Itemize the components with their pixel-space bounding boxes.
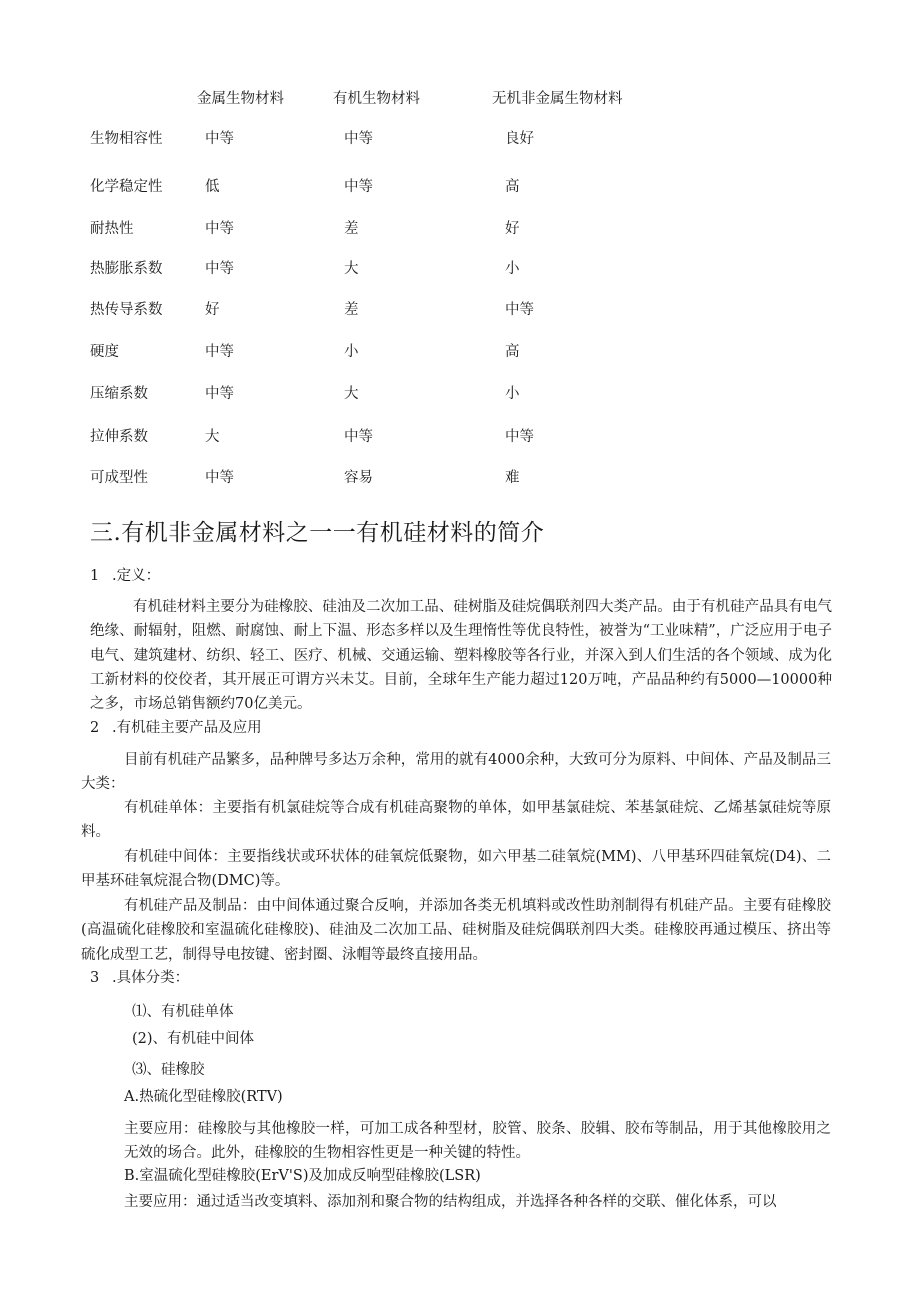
table-cell: 难	[505, 470, 520, 486]
item3-a-paragraph	[81, 1117, 831, 1166]
item2-paragraph-3: 有机硅中间体：主要指线状或环状体的硅氧烷低聚物，如六甲基二硅氧烷(MM)、八甲基环四硅氧烷(D4)、二甲基环硅氧烷混合物(DMC)等。	[81, 849, 831, 890]
table-cell: 差	[344, 302, 359, 318]
column-header-metal: 金属生物材料	[197, 91, 284, 107]
table-cell: 小	[505, 261, 520, 277]
item1-title: .定义：	[112, 568, 161, 584]
item3-b-title: B.室温硫化型硅橡胶(ErV'S)及加成反响型硅橡胶(LSR)	[124, 1168, 481, 1184]
item3-sub2: (2)、有机硅中间体	[132, 1031, 255, 1047]
item3-title: .具体分类：	[112, 970, 190, 986]
table-row-property: 硬度	[90, 344, 119, 360]
table-row-property: 可成型性	[90, 470, 148, 486]
item2-paragraph-4: 有机硅产品及制品：由中间体通过聚合反响，并添加各类无机填料或改性助剂制得有机硅产品。主要有硅橡胶(高温硫化硅橡胶和室温硫化硅橡胶)、硅油及二次加工品、硅树脂及硅烷偶联剂四大类。硅橡胶再通过模压、挤出等硫化成型工艺，制得导电按键、密封圈、泳帽等最终直接用品。	[81, 898, 831, 963]
table-row-property: 耐热性	[90, 221, 134, 237]
table-cell: 小	[344, 344, 359, 360]
table-cell: 高	[505, 344, 520, 360]
section-title: 三.有机非金属材料之一一有机硅材料的简介	[90, 520, 545, 546]
item2-paragraph-2: 有机硅单体：主要指有机氯硅烷等合成有机硅高聚物的单体，如甲基氯硅烷、苯基氯硅烷、乙烯基氯硅烷等原料。	[81, 800, 831, 841]
item2-paragraph-1: 目前有机硅产品繁多，品种牌号多达万余种，常用的就有4000余种，大致可分为原料、中间体、产品及制品三大类：	[81, 752, 831, 793]
table-cell: 大	[344, 386, 359, 402]
table-row-property: 热膨胀系数	[90, 261, 163, 277]
table-cell: 中等	[205, 386, 234, 402]
table-cell: 好	[205, 302, 220, 318]
item3-b-paragraph: 主要应用：通过适当改变填料、添加剂和聚合物的结构组成，并选择各种各样的交联、催化体系，可以	[124, 1194, 777, 1210]
item1-heading	[90, 566, 160, 586]
table-cell: 中等	[344, 131, 373, 147]
table-cell: 良好	[505, 131, 534, 147]
table-cell: 中等	[205, 131, 234, 147]
table-cell: 低	[205, 179, 220, 195]
table-cell: 中等	[205, 470, 234, 486]
table-cell: 差	[344, 221, 359, 237]
table-cell: 大	[344, 261, 359, 277]
table-cell: 小	[505, 386, 520, 402]
table-row-property: 拉伸系数	[90, 429, 148, 445]
item3-heading	[90, 968, 189, 988]
item3-a-title: A.热硫化型硅橡胶(RTV)	[124, 1089, 283, 1105]
table-row-property: 化学稳定性	[90, 179, 163, 195]
item3-sub3: ⑶、硅橡胶	[132, 1062, 205, 1078]
table-cell: 中等	[205, 261, 234, 277]
item2-heading	[90, 718, 262, 738]
item1-paragraph: 有机硅材料主要分为硅橡胶、硅油及二次加工品、硅树脂及硅烷偶联剂四大类产品。由于有机硅产品具有电气绝缘、耐辐射，阻燃、耐腐蚀、耐上下温、形态多样以及生理惰性等优良特性，被誉为“工业味精”，广泛应用于电子电气、建筑建材、纺织、轻工、医疗、机械、交通运输、塑料橡胶等各行业，并深入到人们生活的各个领域、成为化工新材料的佼佼者，其开展正可谓方兴未艾。目前，全球年生产能力超过120万吨，产品品种约有5000—10000种之多，市场总销售额约70亿美元。	[90, 599, 832, 713]
item2-title: .有机硅主要产品及应用	[112, 720, 262, 736]
table-cell: 中等	[205, 344, 234, 360]
table-cell: 中等	[344, 179, 373, 195]
table-row-property: 生物相容性	[90, 131, 163, 147]
item2-number: 2	[90, 720, 100, 736]
table-cell: 高	[505, 179, 520, 195]
table-cell: 中等	[344, 429, 373, 445]
table-cell: 容易	[344, 470, 373, 486]
table-cell: 中等	[205, 221, 234, 237]
table-row-property: 压缩系数	[90, 386, 148, 402]
table-cell: 中等	[505, 429, 534, 445]
item1-number: 1	[90, 568, 100, 584]
column-header-organic: 有机生物材料	[333, 91, 420, 107]
column-header-inorganic: 无机非金属生物材料	[492, 91, 623, 107]
table-cell: 中等	[505, 302, 534, 318]
table-cell: 大	[205, 429, 220, 445]
item3-sub1: ⑴、有机硅单体	[132, 1004, 234, 1020]
table-cell: 好	[505, 221, 520, 237]
table-row-property: 热传导系数	[90, 302, 163, 318]
item3-a-paragraph-text: 主要应用：硅橡胶与其他橡胶一样，可加工成各种型材，胶管、胶条、胶辑、胶布等制品，用于其他橡胶用之无效的场合。此外，硅橡胶的生物相容性更是一种关键的特性。	[124, 1121, 831, 1162]
item3-number: 3	[90, 970, 100, 986]
